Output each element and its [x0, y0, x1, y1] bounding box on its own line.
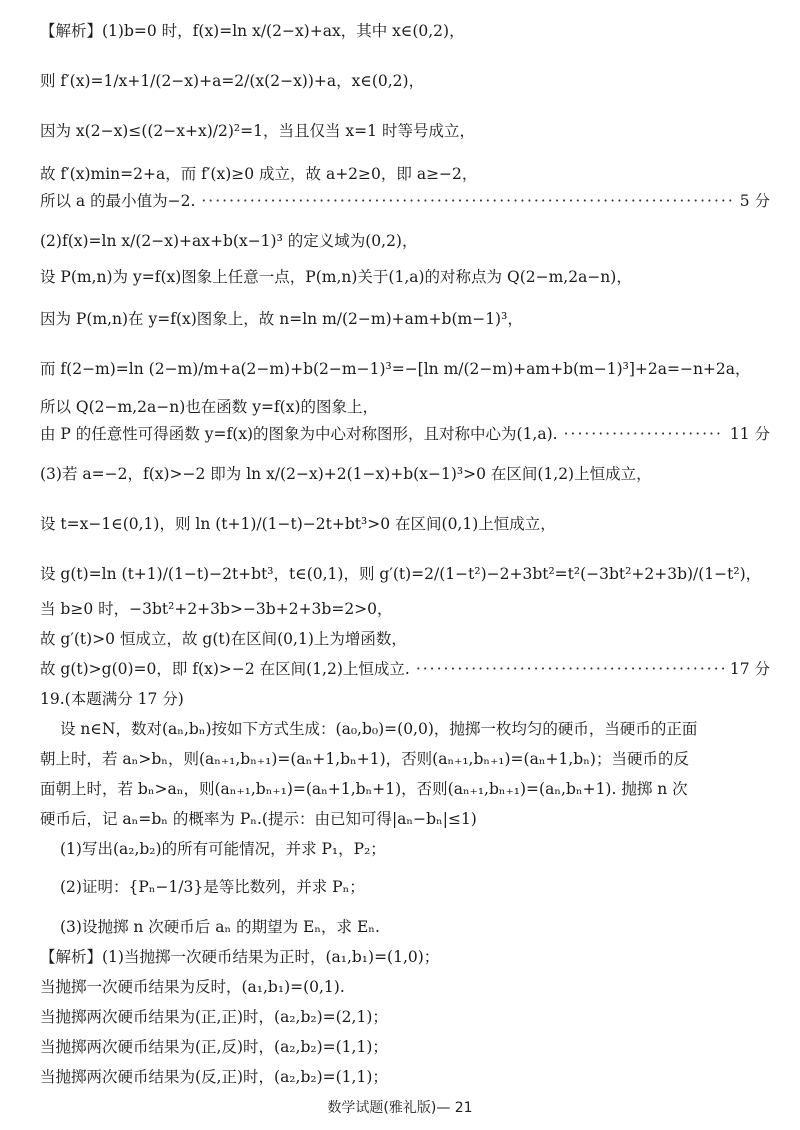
sol19-line-5: 当抛掷两次硬币结果为(反,正)时，(a₂,b₂)=(1,1)；	[40, 1068, 388, 1086]
sol18-line-6: (2)f(x)=ln x/(2−x)+ax+b(x−1)³ 的定义域为(0,2)，	[40, 232, 418, 250]
score-mark: 11 分	[729, 425, 770, 443]
sol18-line-16: 故 g′(t)>0 恒成立，故 g(t)在区间(0,1)上为增函数，	[40, 630, 407, 648]
q19-stem-line-2: 朝上时，若 aₙ>bₙ，则(aₙ₊₁,bₙ₊₁)=(aₙ+1,bₙ+1)，否则(aₙ₊₁,bₙ₊₁)=(aₙ+1,bₙ)；当硬币的反	[40, 750, 689, 768]
score-mark: 17 分	[729, 660, 770, 678]
sol18-line-13: 设 t=x−1∈(0,1)，则 ln (t+1)/(1−t)−2t+bt³>0 在区间(0,1)上恒成立，	[40, 515, 556, 533]
q19-stem-line-1: 设 n∈N，数对(aₙ,bₙ)按如下方式生成：(a₀,b₀)=(0,0)，抛掷一枚均匀的硬币，当硬币的正面	[60, 720, 698, 738]
sol19-line-2: 当抛掷一次硬币结果为反时，(a₁,b₁)=(0,1).	[40, 978, 345, 996]
q19-heading: 19.(本题满分 17 分)	[40, 690, 184, 708]
sol18-line-12: (3)若 a=−2，f(x)>−2 即为 ln x/(2−x)+2(1−x)+b(x−1)³>0 在区间(1,2)上恒成立，	[40, 465, 652, 483]
leader-dots	[564, 425, 724, 444]
sol18-line-8: 因为 P(m,n)在 y=f(x)图象上，故 n=ln m/(2−m)+am+b(m−1)³，	[40, 310, 523, 328]
sol18-line-11: 由 P 的任意性可得函数 y=f(x)的图象为中心对称图形，且对称中心为(1,a). ····· 11 分	[40, 425, 770, 444]
sol18-line-2: 则 f′(x)=1/x+1/(2−x)+a=2/(x(2−x))+a，x∈(0,2)，	[40, 72, 425, 90]
sol18-line-10: 所以 Q(2−m,2a−n)也在函数 y=f(x)的图象上，	[40, 398, 379, 416]
page-footer: 数学试题(雅礼版)— 21	[327, 1100, 473, 1116]
sol18-line-15: 当 b≥0 时，−3bt²+2+3b>−3b+2+3b=2>0，	[40, 600, 393, 618]
sol18-line-4: 故 f′(x)min=2+a，而 f′(x)≥0 成立，故 a+2≥0，即 a≥−2，	[40, 165, 478, 183]
sol18-line-14: 设 g(t)=ln (t+1)/(1−t)−2t+bt³，t∈(0,1)，则 g′(t)=2/(1−t²)−2+3bt²=t²(−3bt²+2+3b)/(1−t²)，	[40, 565, 762, 583]
score-mark: 5 分	[739, 192, 770, 210]
q19-stem-line-3: 面朝上时，若 bₙ>aₙ，则(aₙ₊₁,bₙ₊₁)=(aₙ+1,bₙ+1)，否则(aₙ₊₁,bₙ₊₁)=(aₙ,bₙ+1). 抛掷 n 次	[40, 780, 688, 798]
sol18-line-7: 设 P(m,n)为 y=f(x)图象上任意一点，P(m,n)关于(1,a)的对称点为 Q(2−m,2a−n)，	[40, 268, 632, 286]
q19-stem-line-4: 硬币后，记 aₙ=bₙ 的概率为 Pₙ.(提示：由已知可得|aₙ−bₙ|≤1)	[40, 810, 477, 828]
leader-dots	[416, 660, 724, 679]
q19-part-2: (2)证明：{Pₙ−1/3}是等比数列，并求 Pₙ；	[60, 878, 365, 896]
sol18-line-3: 因为 x(2−x)≤((2−x+x)/2)²=1，当且仅当 x=1 时等号成立，	[40, 122, 475, 140]
sol18-line-5: 所以 a 的最小值为−2. ····· 5 分	[40, 192, 770, 211]
q19-part-3: (3)设抛掷 n 次硬币后 aₙ 的期望为 Eₙ，求 Eₙ.	[60, 918, 380, 936]
leader-dots	[201, 192, 733, 211]
sol18-line-17: 故 g(t)>g(0)=0，即 f(x)>−2 在区间(1,2)上恒成立. ····· 17 分	[40, 660, 770, 679]
sol19-line-4: 当抛掷两次硬币结果为(正,反)时，(a₂,b₂)=(1,1)；	[40, 1038, 388, 1056]
sol18-line-9: 而 f(2−m)=ln (2−m)/m+a(2−m)+b(2−m−1)³=−[ln m/(2−m)+am+b(m−1)³]+2a=−n+2a，	[40, 360, 751, 378]
q19-part-1: (1)写出(a₂,b₂)的所有可能情况，并求 P₁，P₂；	[60, 840, 386, 858]
sol19-line-1: 【解析】(1)当抛掷一次硬币结果为正时，(a₁,b₁)=(1,0)；	[40, 948, 440, 966]
sol19-line-3: 当抛掷两次硬币结果为(正,正)时，(a₂,b₂)=(2,1)；	[40, 1008, 388, 1026]
sol18-line-1: 【解析】(1)b=0 时，f(x)=ln x/(2−x)+ax，其中 x∈(0,2)，	[40, 22, 465, 40]
